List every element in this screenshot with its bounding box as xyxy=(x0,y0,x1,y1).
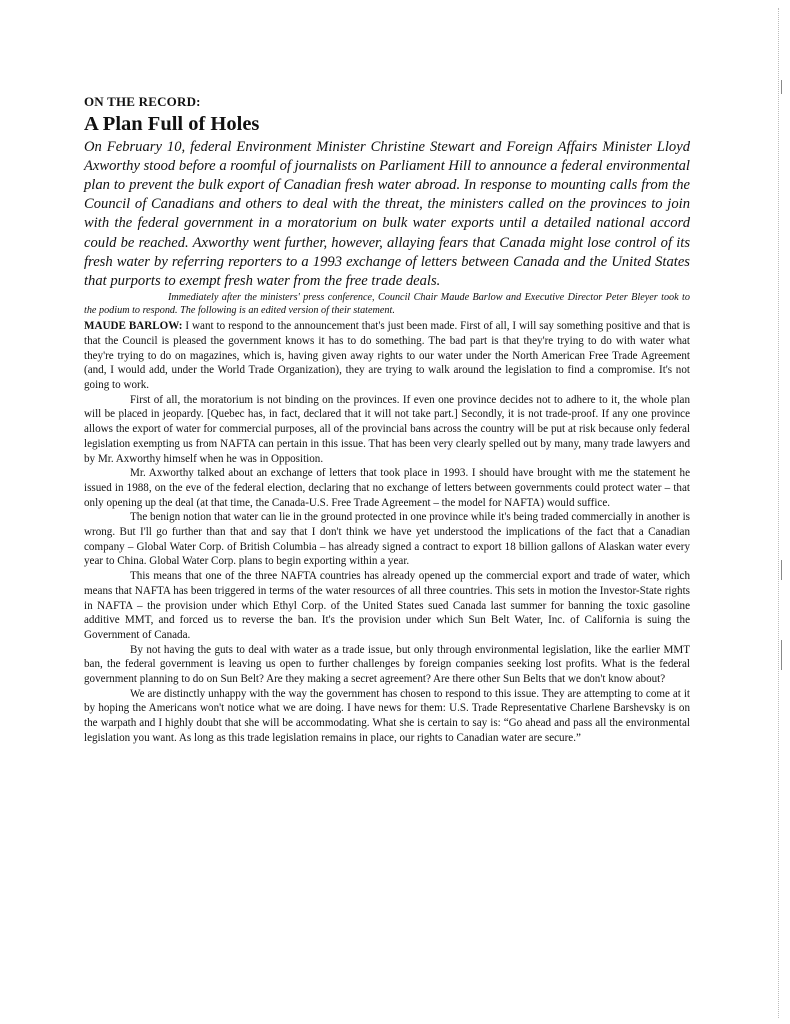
body-paragraph: Mr. Axworthy talked about an exchange of letters that took place in 1993. I should have brought with me the statement he issued in 1988, on the eve of the federal election, declaring that no exchange of letters between governments could protect water – that only opening up the deal (at that time, the Canada-U.S. Free Trade Agreement – the model for NAFTA) would suffice. xyxy=(84,467,690,509)
article-intro: On February 10, federal Environment Minister Christine Stewart and Foreign Affairs Minister Lloyd Axworthy stood before a roomful of journalists on Parliament Hill to announce a federal environmental plan to prevent the bulk export of Canadian fresh water abroad. In response to mounting calls from the Council of Canadians and others to deal with the threat, the ministers called on the provinces to join with the federal government in a moratorium on bulk water exports until a detailed national accord could be reached. Axworthy went further, however, allaying fears that Canada might lose control of its fresh water by referring reporters to a 1993 exchange of letters between Canada and the United States that purports to exempt fresh water from the free trade deals. xyxy=(84,138,690,289)
body-paragraph: This means that one of the three NAFTA countries has already opened up the commercial export and trade of water, which means that NAFTA has been triggered in terms of the water resources of all three countries. This sets in motion the Investor-State rights in NAFTA – the provision under which Ethyl Corp. of the United States sued Canada last summer for banning the toxic gasoline additive MMT, and forced us to reverse the ban. It's the provision under which Sun Belt Water, Inc. of California is suing the Government of Canada. xyxy=(84,570,690,641)
scan-mark xyxy=(781,640,782,670)
body-paragraph: By not having the guts to deal with water as a trade issue, but only through environmental legislation, like the earlier MMT ban, the federal government is leaving us open to further challenges by foreign companies seeking lost profits. What is the federal government planning to do on Sun Belt? Are they making a secret agreement? Are there other Sun Belts that we don't know about? xyxy=(84,643,690,686)
editor-note: Immediately after the ministers' press conference, Council Chair Maude Barlow and Executive Director Peter Bleyer took to the podium to respond. The following is an edited version of their statement. xyxy=(84,292,690,317)
article-title: A Plan Full of Holes xyxy=(84,113,260,135)
paragraph-text: I want to respond to the announcement that's just been made. First of all, I will say something positive and that is that the Council is pleased the government knows it has to do something. The bad part is that they're trying to do with water what they're trying to do on magazines, which is, having given away rights to our water under the North American Free Trade Agreement (and, I would add, under the World Trade Organization), they are trying to walk around the legislation to find a compromise. It's not going to work. xyxy=(84,320,691,391)
body-paragraph: First of all, the moratorium is not binding on the provinces. If even one province decides not to adhere to it, the whole plan will be placed in jeopardy. [Quebec has, in fact, declared that it will not take part.] Secondly, it is not trade-proof. If any one province allows the export of water for commercial purposes, all of the provincial bans across the country will be put at risk because only federal legislation exempting us from NAFTA can pertain in this issue. That has been very clearly spelled out by many, many trade lawyers and by Mr. Axworthy himself when he was in Opposition. xyxy=(84,393,690,465)
scan-edge-line xyxy=(778,8,780,1018)
body-paragraph xyxy=(84,319,690,393)
scan-mark xyxy=(781,80,782,94)
article xyxy=(84,94,690,746)
scan-mark xyxy=(781,560,782,580)
section-kicker: ON THE RECORD: xyxy=(84,94,201,109)
body-paragraph: The benign notion that water can lie in the ground protected in one province while it's being traded commercially in another is wrong. But I'll go further than that and say that I don't think we have yet understood the implications of the fact that a Canadian company – Global Water Corp. of British Columbia – has already signed a contract to export 18 billion gallons of Alaskan water every year to China. Global Water Corp. plans to begin exporting within a year. xyxy=(84,511,690,568)
speaker-label: MAUDE BARLOW: xyxy=(84,320,183,333)
body-paragraph: We are distinctly unhappy with the way the government has chosen to respond to this issue. They are attempting to come at it by hoping the Americans won't notice what we are doing. I have news for them: U.S. Trade Representative Charlene Barshevsky is on the warpath and I highly doubt that she will be accommodating. What she is certain to say is: “Go ahead and pass all the environmental legislation you want. As long as this trade legislation remains in place, our rights to Canadian water are secure.” xyxy=(84,687,690,744)
